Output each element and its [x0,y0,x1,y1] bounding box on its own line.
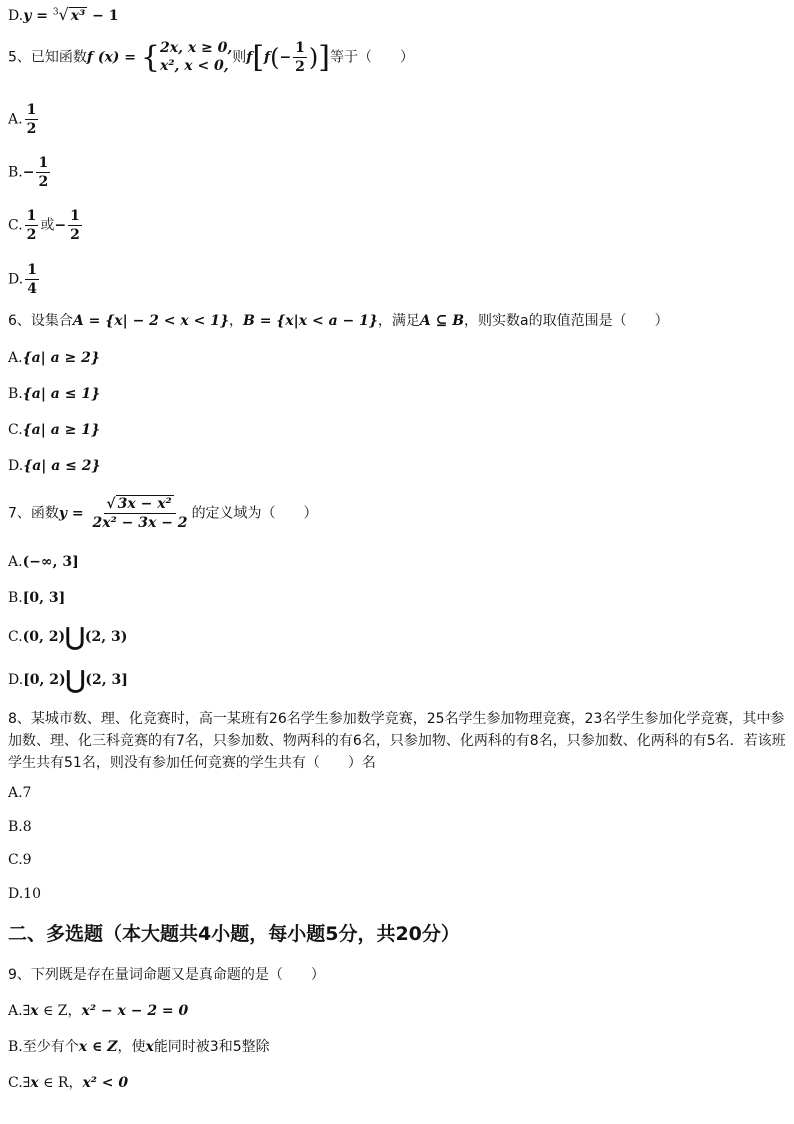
q6-option-b: B.{a| a ≤ 1} [8,386,101,402]
q8-option-d: D.10 [8,886,41,902]
fraction: $\frac{1}{2}$ [70,208,80,244]
question-9-stem: 9、下列既是存在量词命题又是真命题的是（ ） [8,967,325,983]
question-5-stem: 5、已知函数f (x) = { 2x, x ≥ 0, x², x < 0, 则f[f(− $\frac{1}{2}$ )]等于（ ） [8,40,415,76]
q5-option-a [8,102,40,137]
q7-option-c: C.(0, 2)⋃(2, 3) [8,622,128,651]
q6-option-c: C.{a| a ≥ 1} [8,422,101,438]
q9-option-b: B.至少有个x ∈ Z，使x能同时被3和5整除 [8,1039,270,1055]
fraction: $\frac{\text{√ 3x − x²}}{\text{2x² − 3x − 2}}$ [92,496,188,532]
question-number: 7、函数 [8,505,59,522]
q5-option-b: B.− $\frac{1}{2}$ [8,155,49,191]
q8-option-b: B.8 [8,819,32,835]
case-1: 2x, x ≥ 0, [160,40,233,57]
option-label: C. [8,217,23,234]
question-tail: 等于（ ） [330,49,415,66]
section-heading: 二、多选题（本大题共4小题，每小题5分，共20分） [8,923,460,945]
q9-option-a: A.∃x ∈ Z，x² − x − 2 = 0 [8,1003,189,1019]
set-b: B = {x|x < a − 1} [242,313,378,329]
subset-relation: A ⊆ B [419,313,465,329]
fraction: $\frac{1}{2}$ [26,102,37,138]
question-number: 5、已知函数 [8,49,87,66]
q8-option-a: A.7 [8,785,32,801]
fraction: $\frac{1}{2}$ [38,155,49,191]
question-8-stem: 8、某城市数、理、化竞赛时，高一某班有26名学生参加数学竞赛，25名学生参加物理竞赛，23名学生参加化学竞赛，其中参加数、理、化三科竞赛的有7名，只参加数、物两科的有6名，只参加物、化两科的有8名，只参加数、化两科的有5名．若该班学生共有51名，则没有参加任何竞赛的学生共有（ ）名 [8,711,786,771]
question-number: 6、设集合 [8,313,73,329]
q7-option-b: B.[0, 3] [8,590,66,606]
case-2: x², x < 0, [160,57,229,74]
q5-option-d [8,262,41,297]
q5-option-c: C. $\frac{1}{2}$ 或− $\frac{1}{2}$ [8,208,80,244]
option-label: A. [8,111,23,128]
q7-option-d: D.[0, 2)⋃(2, 3] [8,665,128,694]
connector-text: 则 [232,49,247,66]
option-label: D. [8,8,24,24]
root-index: 3 [52,7,59,18]
q7-option-a: A.(−∞, 3] [8,554,79,570]
q6-option-a: A.{a| a ≥ 2} [8,350,100,366]
q9-option-c: C.∃x ∈ R，x² < 0 [8,1075,129,1091]
question-7-stem: 7、函数y = $\frac{\text{√ 3x − x²}}{\text{2x² − 3x − 2}}$ 的定义域为（ ） [8,496,318,532]
question-tail: ，则实数a的取值范围是（ ） [464,313,669,329]
q8-option-c: C.9 [8,852,32,868]
question-tail: 的定义域为（ ） [191,505,318,522]
math-expression: − 1 [87,8,119,24]
option-label: D. [8,271,24,288]
q6-option-d: D.{a| a ≤ 2} [8,458,101,474]
function-name: f (x) = [86,49,141,66]
fraction: $\frac{1}{2}$ [295,40,305,76]
set-a: A = {x| − 2 < x < 1} [72,313,229,329]
q4-option-d: D.y = $^3$√ x³ − 1 [8,5,119,24]
question-6-stem: 6、设集合A = {x| − 2 < x < 1}，B = {x|x < a − 1}，满足A ⊆ B，则实数a的取值范围是（ ） [8,313,669,329]
math-expression: y = [23,8,53,24]
radicand: x³ [70,8,86,24]
option-label: B. [8,164,23,181]
fraction: $\frac{1}{4}$ [27,262,37,298]
piecewise-cases [160,40,232,75]
fraction: $\frac{1}{2}$ [26,208,37,244]
